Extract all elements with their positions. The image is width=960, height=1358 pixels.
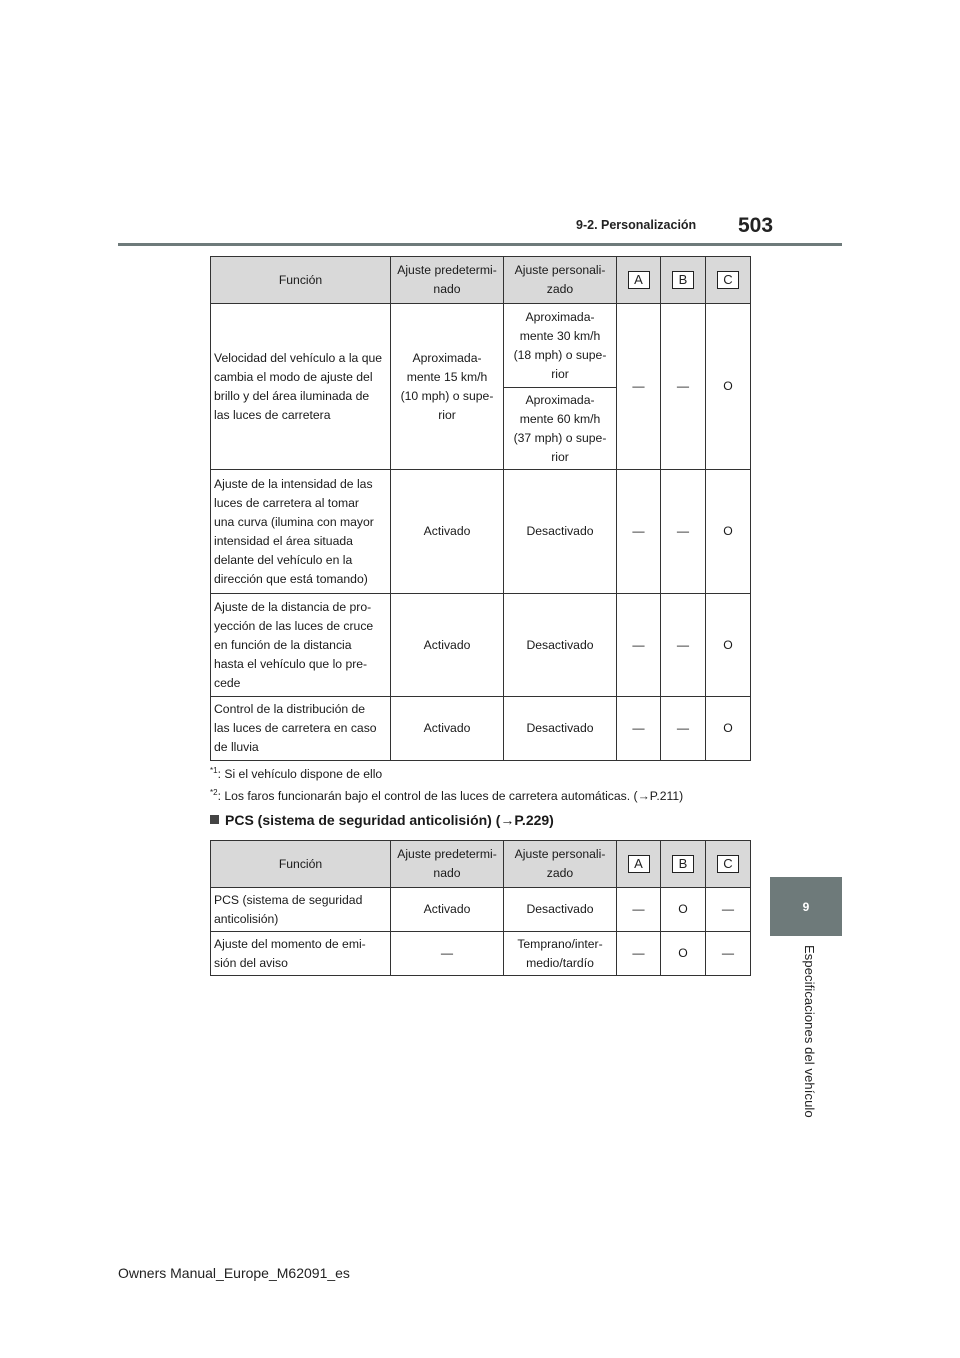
row-custom-option-1: Aproximada- mente 30 km/h (18 mph) o supe- rior (504, 304, 617, 388)
row-col-c: O (706, 594, 751, 697)
header-function: Función (211, 841, 391, 888)
row-default: Aproximada- mente 15 km/h (10 mph) o supe- rior (391, 304, 504, 470)
row-default: Activado (391, 888, 504, 932)
header-custom: Ajuste personali- zado (504, 257, 617, 304)
row-col-b: O (661, 932, 706, 976)
chapter-number: 9 (802, 899, 810, 914)
table-row (211, 304, 751, 388)
row-col-a: — (617, 932, 661, 976)
pcs-heading-text: PCS (sistema de seguridad anticolisión) (→P.229) (225, 812, 554, 828)
footnote-2-text: : Los faros funcionarán bajo el control de las luces de carretera automáticas. (→P.211) (217, 789, 684, 803)
row-col-a: — (617, 594, 661, 697)
customization-table-pcs (210, 840, 751, 976)
letter-c-icon: C (717, 271, 739, 289)
row-function: PCS (sistema de seguridad anticolisión) (211, 888, 391, 932)
header-function: Función (211, 257, 391, 304)
square-bullet-icon (210, 815, 219, 824)
header-divider (118, 243, 842, 246)
letter-c-icon: C (717, 855, 739, 873)
row-col-c: O (706, 304, 751, 470)
row-custom: Desactivado (504, 594, 617, 697)
table-row (211, 697, 751, 761)
row-col-c: O (706, 470, 751, 594)
row-col-a: — (617, 470, 661, 594)
row-default: Activado (391, 697, 504, 761)
row-custom: Desactivado (504, 697, 617, 761)
row-col-c: — (706, 888, 751, 932)
row-col-a: — (617, 697, 661, 761)
header-col-b (661, 257, 706, 304)
footnote-1-mark: *1 (210, 766, 218, 775)
footnote-1 (210, 766, 382, 781)
header-col-b (661, 841, 706, 888)
row-col-b: — (661, 594, 706, 697)
row-custom: Desactivado (504, 888, 617, 932)
footnote-2 (210, 788, 683, 803)
row-function: Ajuste de la distancia de pro- yección de las luces de cruce en función de la distancia hasta el vehículo que lo pre- cede (211, 594, 391, 697)
pcs-section-heading (210, 812, 554, 828)
row-col-c: — (706, 932, 751, 976)
row-col-c: O (706, 697, 751, 761)
row-default: Activado (391, 594, 504, 697)
row-function: Control de la distribución de las luces de carretera en caso de lluvia (211, 697, 391, 761)
letter-a-icon: A (628, 271, 650, 289)
table-header-row (211, 841, 751, 888)
customization-table-lights (210, 256, 751, 761)
row-col-a: — (617, 888, 661, 932)
header-default: Ajuste predetermi- nado (391, 841, 504, 888)
header-col-c (706, 257, 751, 304)
row-function: Ajuste de la intensidad de las luces de carretera al tomar una curva (ilumina con mayor intensidad el área situada delante del vehículo en la dirección que está tomando) (211, 470, 391, 594)
letter-a-icon: A (628, 855, 650, 873)
header-default: Ajuste predetermi- nado (391, 257, 504, 304)
row-custom: Temprano/inter- medio/tardío (504, 932, 617, 976)
row-custom-option-2: Aproximada- mente 60 km/h (37 mph) o supe- rior (504, 388, 617, 470)
row-default: — (391, 932, 504, 976)
row-custom: Desactivado (504, 470, 617, 594)
row-function: Ajuste del momento de emi- sión del aviso (211, 932, 391, 976)
table-row (211, 932, 751, 976)
header-col-a (617, 257, 661, 304)
header-col-c (706, 841, 751, 888)
footnote-1-text: : Si el vehículo dispone de ello (217, 767, 383, 781)
row-default: Activado (391, 470, 504, 594)
row-function: Velocidad del vehículo a la que cambia el modo de ajuste del brillo y del área iluminada de las luces de carretera (211, 304, 391, 470)
row-col-b: — (661, 304, 706, 470)
page-number: 503 (738, 214, 774, 237)
table-row (211, 470, 751, 594)
header-col-a (617, 841, 661, 888)
chapter-label: Especificaciones del vehículo (802, 945, 817, 1118)
row-col-b: O (661, 888, 706, 932)
letter-b-icon: B (672, 855, 694, 873)
footer-text: Owners Manual_Europe_M62091_es (118, 1265, 350, 1281)
footnote-2-mark: *2 (210, 788, 218, 797)
row-col-a: — (617, 304, 661, 470)
header-custom: Ajuste personali- zado (504, 841, 617, 888)
section-title: 9-2. Personalización (576, 218, 697, 232)
row-col-b: — (661, 470, 706, 594)
letter-b-icon: B (672, 271, 694, 289)
chapter-tab (770, 877, 842, 936)
row-col-b: — (661, 697, 706, 761)
table-row (211, 594, 751, 697)
table-header-row (211, 257, 751, 304)
table-row (211, 888, 751, 932)
